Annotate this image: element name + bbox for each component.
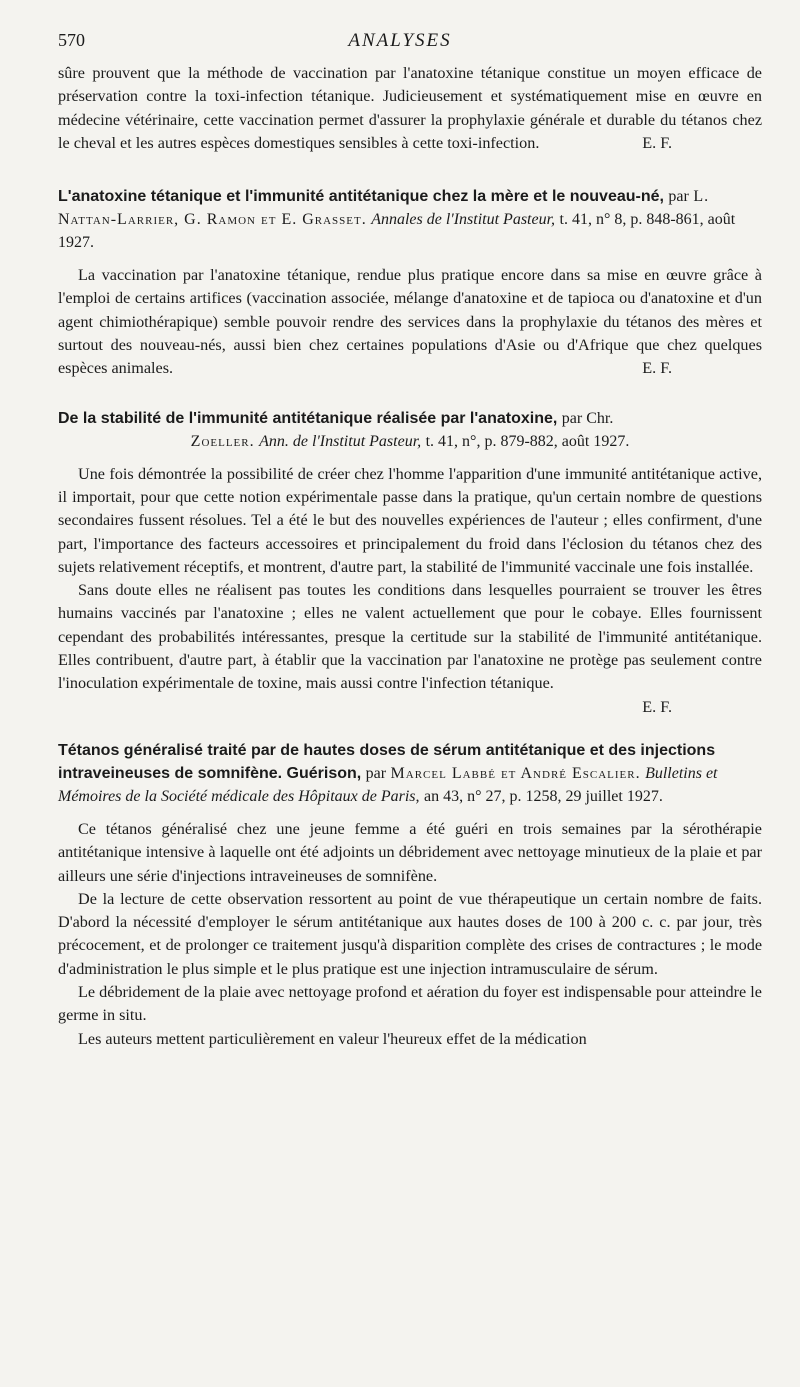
article-3-title-block <box>58 739 762 808</box>
article-3-title: Tétanos généralisé traité par de hautes doses de sérum antitétanique et des injections intraveineuses de somnifène. Guérison, <box>58 741 716 782</box>
article-2-ref: t. 41, n°, p. 879-882, août 1927. <box>425 432 630 450</box>
page-body <box>58 62 762 1051</box>
article-2-signature: E. F. <box>642 697 672 716</box>
article-3-ref: an 43, n° 27, p. 1258, 29 juillet 1927. <box>423 787 663 805</box>
article-3-paragraph-4: Les auteurs mettent particulièrement en valeur l'heureux effet de la médication <box>78 1029 587 1048</box>
article-1-journal: Annales de l'Institut Pasteur, <box>371 211 556 229</box>
article-1-paragraph-1: La vaccination par l'anatoxine tétanique, rendue plus pratique encore dans sa mise en œuvre grâce à l'emploi de certains artifices (vaccination associée, mélange d'anatoxine et de tapioca ou d'anatoxine et d'un agent chimiothérapique) semble pouvoir rendre des services dans la prophylaxie du tétanos des mères et surtout des nouveau-nés, aussi bien chez certaines populations d'Asie ou d'Afrique que chez quelques espèces animales. <box>58 266 762 378</box>
page-number: 570 <box>58 30 85 50</box>
article-3 <box>58 739 762 1051</box>
article-2-authors: Zoeller. <box>190 432 255 450</box>
running-head: ANALYSES <box>348 30 452 51</box>
article-3-paragraph-1: Ce tétanos généralisé chez une jeune femme a été guéri en trois semaines par la sérothérapie antitétanique intensive à laquelle ont été adjoints un débridement avec nettoyage minutieux de la plaie et par ailleurs une série d'injections intraveineuses de somnifène. <box>58 819 762 885</box>
article-3-journal: Bulletins et Mémoires de la Société médicale des Hôpitaux de Paris, <box>58 764 718 805</box>
intro-signature: E. F. <box>642 133 672 152</box>
intro-paragraph: sûre prouvent que la méthode de vaccination par l'anatoxine tétanique constitue un moyen efficace de préservation contre la toxi-infection tétanique. Judicieusement et systématiquement mise en œuvre en médecine vétérinaire, cette vaccination permet d'assurer la prophylaxie générale et durable du tétanos chez le cheval et les autres espèces domestiques sensibles à cette toxi-infection. <box>58 64 762 152</box>
article-1-title: L'anatoxine tétanique et l'immunité antitétanique chez la mère et le nouveau-né, <box>58 188 664 206</box>
article-1-title-block <box>58 185 762 254</box>
article-2-title: De la stabilité de l'immunité antitétanique réalisée par l'anatoxine, <box>58 409 558 427</box>
page-header <box>58 30 742 56</box>
article-2-title-block <box>58 407 762 453</box>
article-1 <box>58 185 762 380</box>
article-3-authors: Marcel Labbé et André Escalier. <box>390 764 641 782</box>
article-3-by: par <box>365 764 387 782</box>
article-3-paragraph-2: De la lecture de cette observation ressortent au point de vue thérapeutique un certain nombre de faits. D'abord la nécessité d'employer le sérum antitétanique aux hautes doses de 100 à 200 c. c. par jour, très précocement, et de prolonger ce traitement jusqu'à disparition complète des crises de contractures ; le mode d'administration le plus simple et le plus pratique est une injection intramusculaire de sérum. <box>58 889 762 978</box>
article-1-authors: L. Nattan-Larrier, G. Ramon et E. Grasset. <box>58 188 710 229</box>
article-2-by: par Chr. <box>561 409 614 427</box>
article-1-ref: t. 41, n° 8, p. 848-861, août 1927. <box>58 211 736 252</box>
article-2-paragraph-1: Une fois démontrée la possibilité de créer chez l'homme l'apparition d'une immunité antitétanique active, il importait, pour que cette notion expérimentale passe dans la pratique, qu'un certain nombre de questions secondaires fussent résolues. Tel a été le but des nouvelles expériences de l'auteur ; elles confirment, d'une part, l'importance des facteurs accessoires et principalement du froid dans l'éclosion du tétanos chez des sujets relativement réceptifs, et montrent, d'autre part, la stabilité de l'immunité vaccinale une fois installée. <box>58 464 762 576</box>
article-1-by: par <box>668 188 689 206</box>
article-2-paragraph-2: Sans doute elles ne réalisent pas toutes les conditions dans lesquelles pourraient se trouver les êtres humains vaccinés par l'anatoxine ; elles ne valent actuellement que pour le cobaye. Elles fournissent cependant des probabilités intéressantes, presque la certitude sur la stabilité de l'immunité antitétanique. Elles contribuent, d'autre part, à établir que la vaccination par l'anatoxine ne protège pas seulement contre l'inoculation expérimentale de toxine, mais aussi contre l'infection tétanique. <box>58 581 762 693</box>
article-2-journal: Ann. de l'Institut Pasteur, <box>259 432 422 450</box>
article-1-signature: E. F. <box>642 359 672 378</box>
article-3-paragraph-3: Le débridement de la plaie avec nettoyage profond et aération du foyer est indispensable pour atteindre le germe in situ. <box>58 983 762 1025</box>
article-2 <box>58 407 762 719</box>
